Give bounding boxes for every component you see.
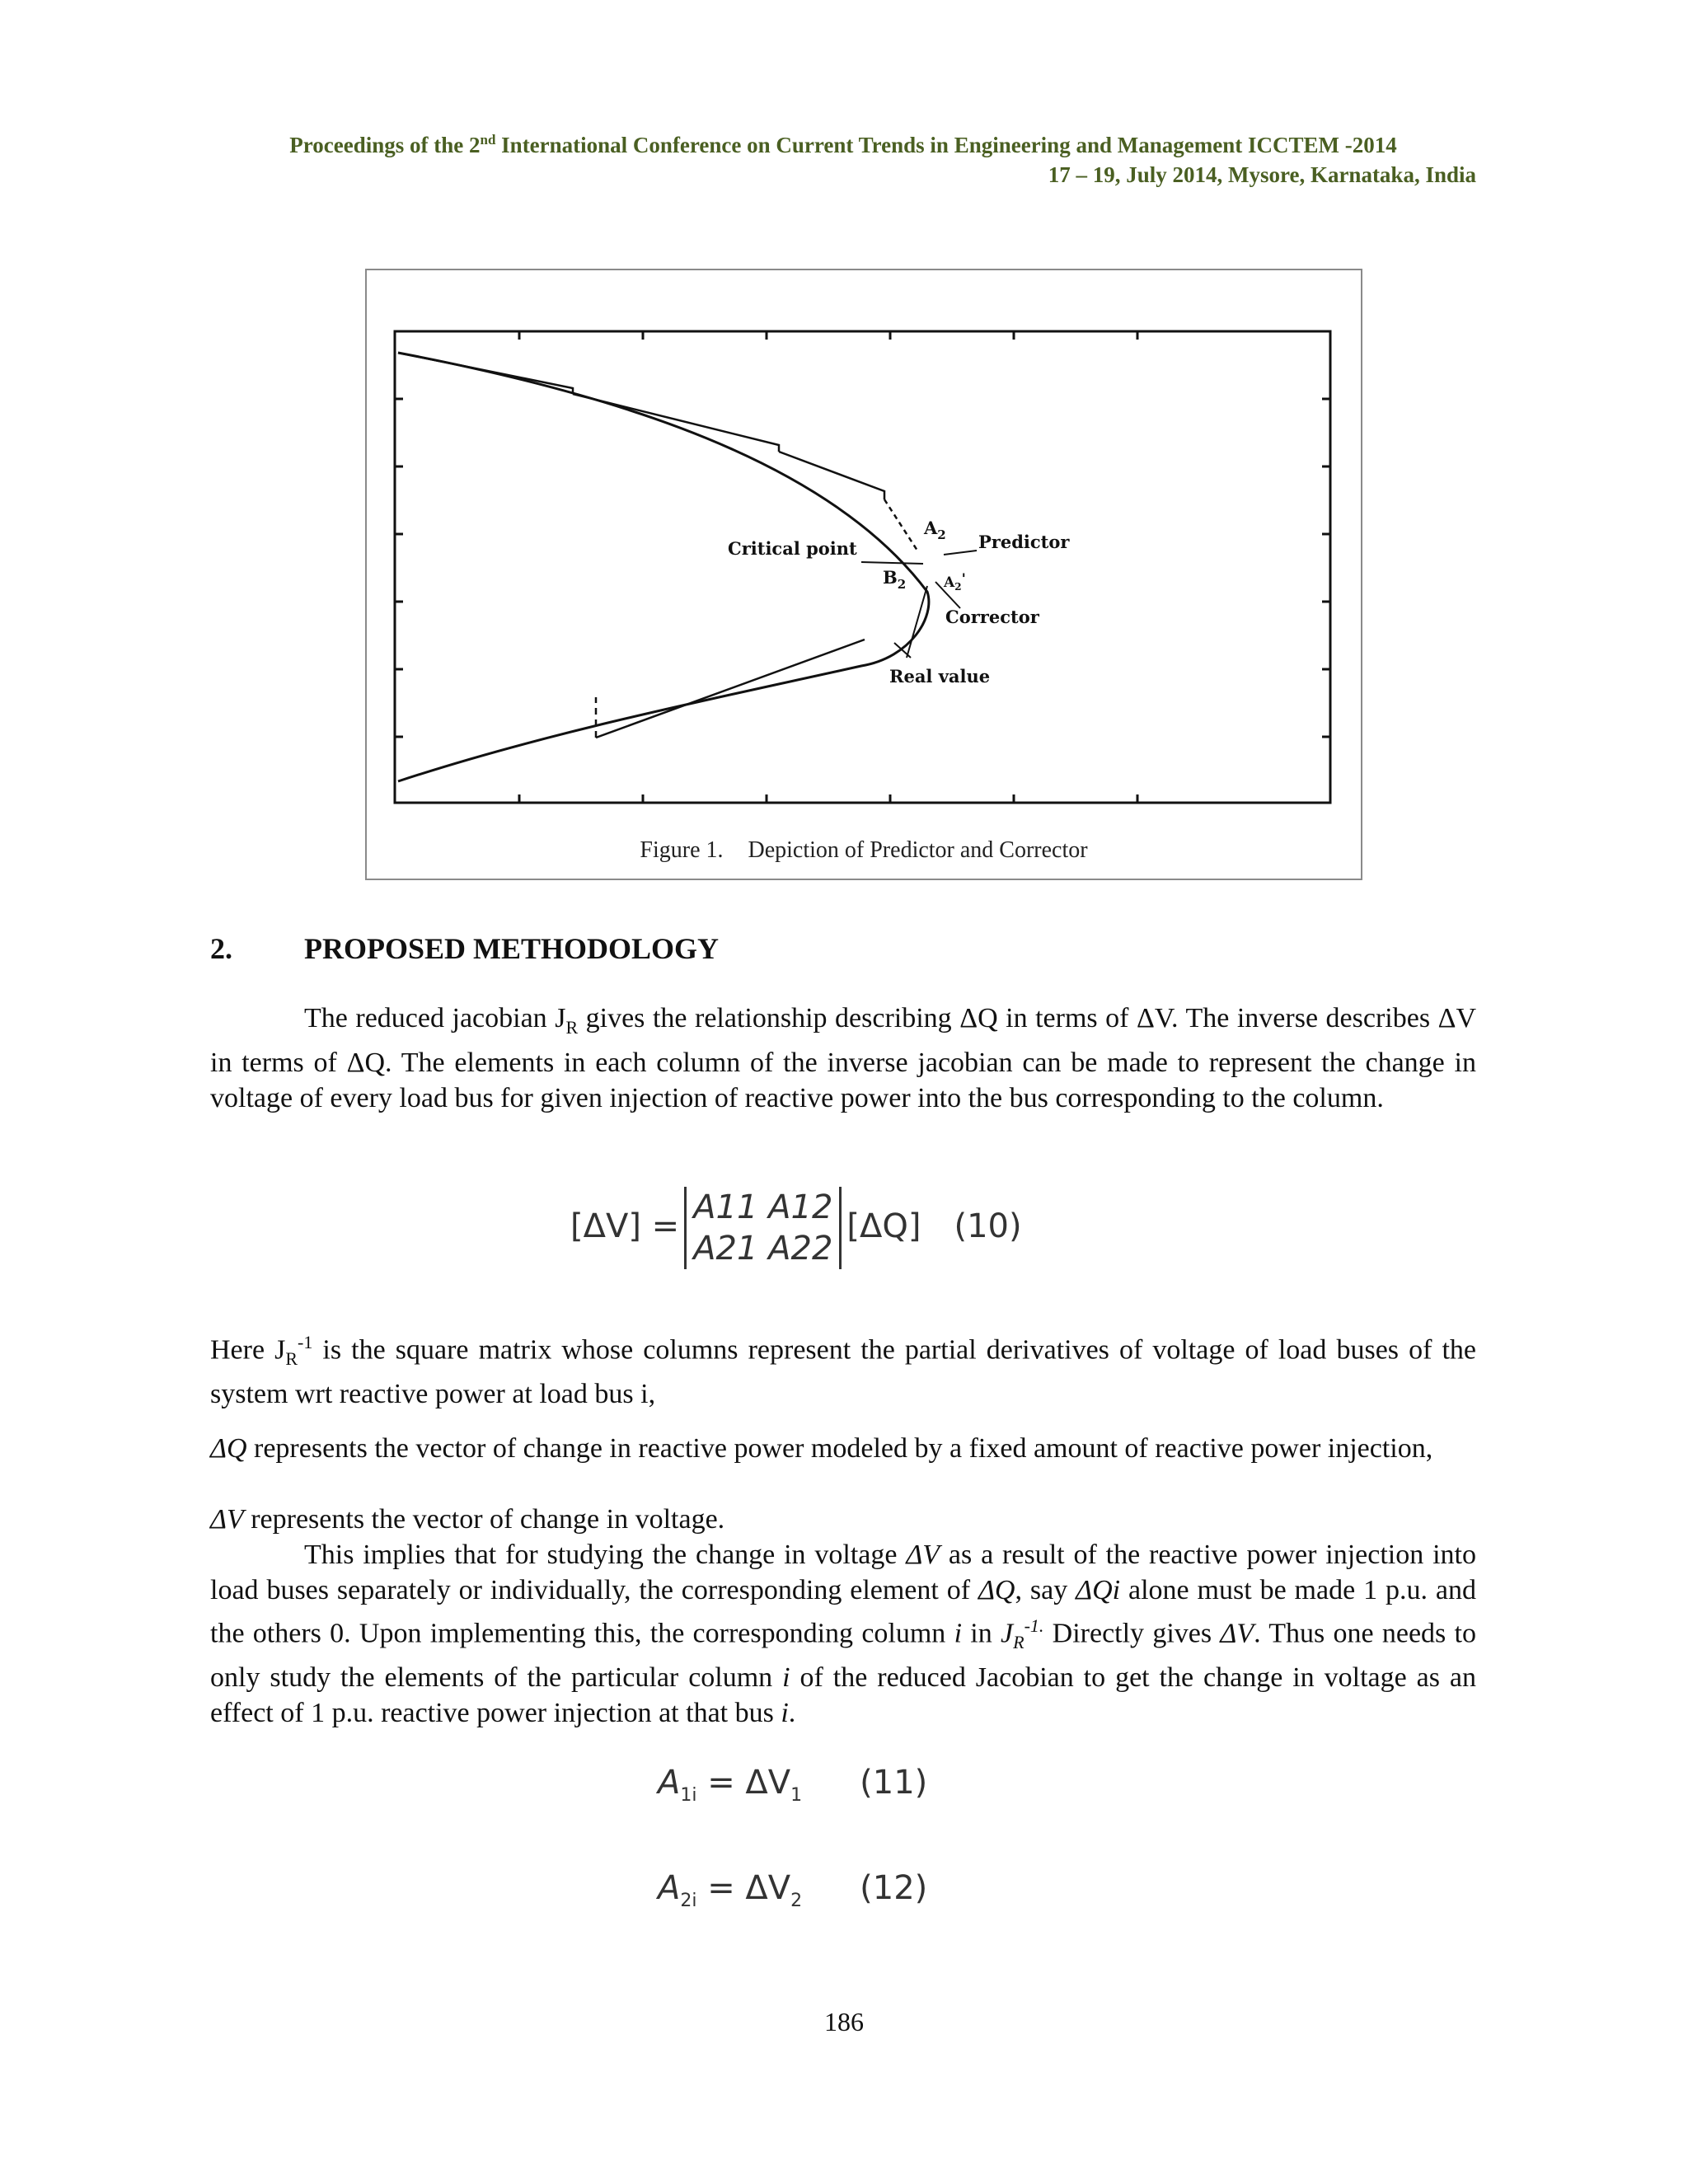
paragraph-5: This implies that for studying the change in voltage ΔV as a result of the reactive power injection into load buses separately or individually, the corresponding element of ΔQ, say ΔQi alone must be made 1 p.u. and the others 0. Upon implementing this, the corresponding column i in $J_R^{-1.}$ Directly gives ΔV. Thus one needs to only study the elements of the particular column i of the reduced Jacobian to get the change in voltage as an effect of 1 p.u. reactive power injection at that bus i. bbox=[210, 1540, 1476, 1729]
equation-12: $A_{2i} = \Delta V_2$ (12) bbox=[658, 1869, 928, 1911]
header-text: Proceedings of the 2 bbox=[289, 133, 481, 157]
eq10-number: (10) bbox=[954, 1207, 1022, 1245]
header-text-cont: International Conference on Current Trends in Engineering and Management ICCTEM -2014 bbox=[495, 133, 1397, 157]
real-value-label: Real value bbox=[889, 666, 991, 687]
b2-label: $B_2$ bbox=[883, 567, 907, 592]
paragraph-1: The reduced jacobian $J_R$ gives the relationship describing ΔQ in terms of ΔV. The inverse describes ΔV in terms of ΔQ. The elements in each column of the inverse jacobian can be made to represent the change in voltage of every load bus for given injection of reactive power into the bus corresponding to the column. bbox=[210, 1003, 1477, 1113]
pv-curve-diagram bbox=[367, 270, 1361, 879]
critical-point-label: Critical point bbox=[728, 538, 857, 559]
eq11-number: (11) bbox=[860, 1764, 928, 1802]
caption-number: Figure 1. bbox=[640, 837, 724, 863]
figure-1 bbox=[365, 269, 1362, 880]
equation-11: $A_{1i} = \Delta V_1$ (11) bbox=[658, 1764, 928, 1806]
corrector-label: Corrector bbox=[945, 607, 1039, 627]
paragraph-4: ΔV represents the vector of change in voltage. bbox=[210, 1504, 725, 1535]
eq10-rhs: [ΔQ] bbox=[846, 1207, 921, 1245]
eq10-row2: A21 A22 bbox=[693, 1230, 833, 1268]
paragraph-2: Here $J_R^{-1}$ is the square matrix whose columns represent the partial derivatives of voltage of load buses of the system wrt reactive power at load bus i, bbox=[210, 1332, 1476, 1410]
eq12-number: (12) bbox=[860, 1869, 928, 1907]
axis-ticks bbox=[395, 331, 1330, 803]
figure-caption bbox=[367, 837, 1361, 864]
paragraph-3: ΔQ represents the vector of change in reactive power modeled by a fixed amount of reactive power injection, bbox=[210, 1433, 1433, 1464]
equation-10 bbox=[570, 1187, 1022, 1269]
predictor-label: Predictor bbox=[978, 532, 1070, 552]
eq10-lhs: [ΔV] = bbox=[570, 1207, 680, 1245]
plot-frame bbox=[395, 331, 1330, 803]
page-number: 186 bbox=[824, 2007, 864, 2036]
header-line-2: 17 – 19, July 2014, Mysore, Karnataka, India bbox=[1048, 162, 1476, 187]
section-title: PROPOSED METHODOLOGY bbox=[304, 932, 720, 965]
header-superscript: nd bbox=[480, 132, 496, 148]
section-number: 2. bbox=[210, 932, 232, 965]
page-header bbox=[210, 125, 1476, 190]
section-heading bbox=[210, 931, 719, 966]
header-line-1 bbox=[210, 125, 1476, 160]
a2-label: $A_2$ bbox=[924, 518, 946, 542]
eq10-row1: A11 A12 bbox=[693, 1188, 833, 1226]
annotation-leaders bbox=[861, 551, 977, 658]
a2-prime-label: $A_2'$ bbox=[944, 571, 966, 593]
caption-text: Depiction of Predictor and Corrector bbox=[748, 837, 1088, 863]
eq10-matrix bbox=[684, 1187, 842, 1269]
